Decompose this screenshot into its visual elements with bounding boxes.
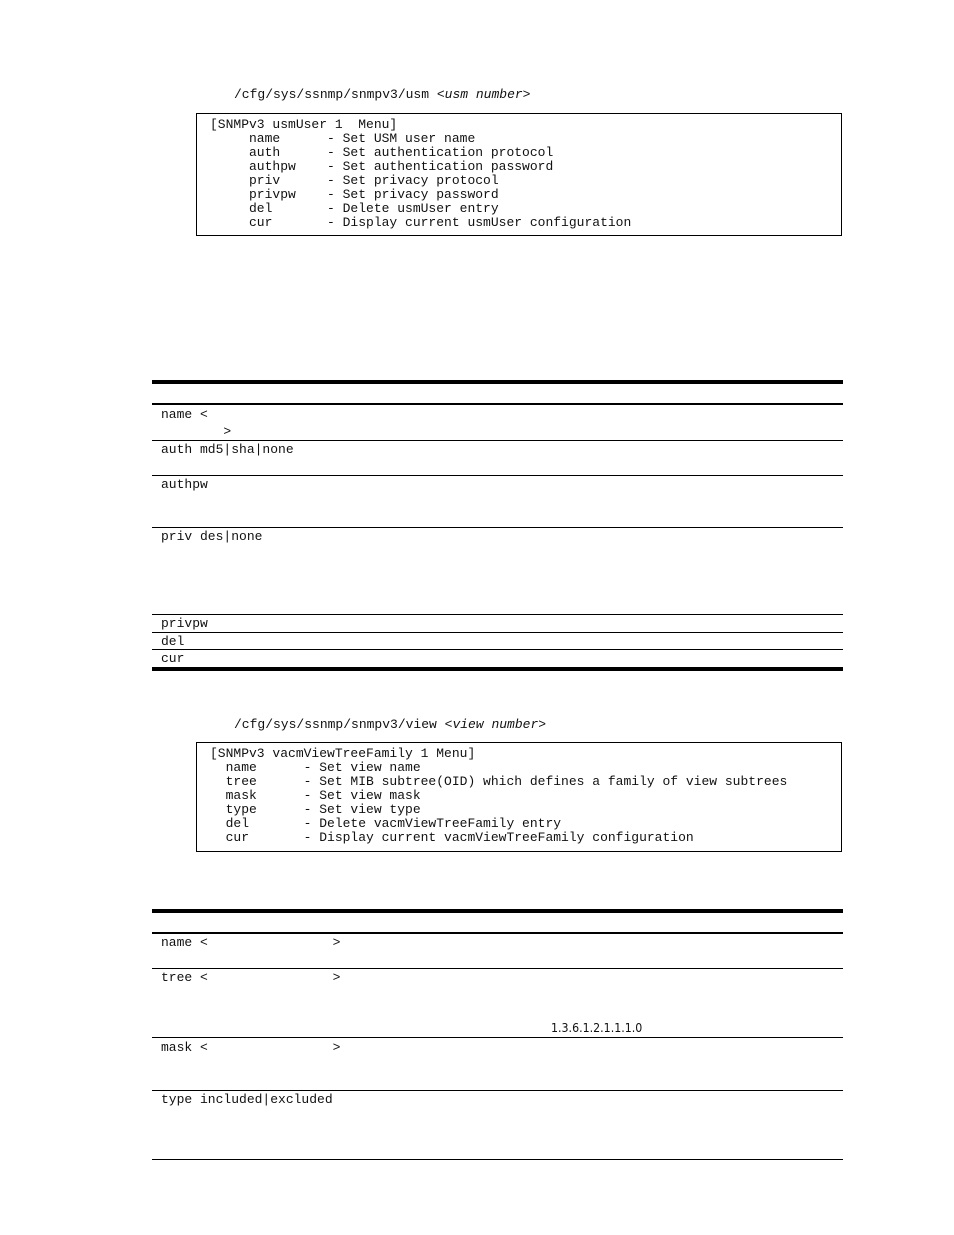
usm-table-bottom-rule [152, 667, 843, 671]
view-number-param: view number [452, 717, 539, 732]
usm-row-privpw: privpw [161, 616, 208, 631]
usm-menu-item-privpw: privpw - Set privacy password [210, 187, 499, 202]
view-menu-title: [SNMPv3 vacmViewTreeFamily 1 Menu] [210, 746, 476, 761]
usm-menu-item-authpw: authpw - Set authentication password [210, 159, 554, 174]
view-table-top-rule [152, 909, 843, 913]
view-row-tree-oid-example: 1.3.6.1.2.1.1.1.0 [551, 1021, 643, 1035]
view-row-name: name < > [161, 935, 341, 950]
view-menu-item-cur: cur - Display current vacmViewTreeFamily configuration [210, 830, 694, 845]
table-row-divider [152, 614, 843, 615]
usm-command-path: /cfg/sys/ssnmp/snmpv3/usm <usm number> [234, 87, 531, 102]
view-table-header-rule [152, 932, 843, 934]
usm-row-name: name < [161, 407, 208, 422]
usm-row-del: del [161, 634, 185, 649]
view-row-type: type included|excluded [161, 1092, 333, 1107]
usm-menu-title: [SNMPv3 usmUser 1 Menu] [210, 117, 398, 132]
table-row-divider [152, 1037, 843, 1038]
table-row-divider [152, 475, 843, 476]
usm-row-priv: priv des|none [161, 529, 263, 544]
table-row-divider [152, 440, 843, 441]
usm-row-auth: auth md5|sha|none [161, 442, 294, 457]
table-row-divider [152, 649, 843, 650]
usm-table-header-rule [152, 403, 843, 405]
view-command-path: /cfg/sys/ssnmp/snmpv3/view <view number> [234, 717, 547, 732]
table-row-divider [152, 527, 843, 528]
table-row-divider [152, 632, 843, 633]
view-menu-item-del: del - Delete vacmViewTreeFamily entry [210, 816, 562, 831]
usm-menu-item-del: del - Delete usmUser entry [210, 201, 499, 216]
view-menu-box [196, 742, 842, 852]
usm-menu-item-priv: priv - Set privacy protocol [210, 173, 499, 188]
view-row-mask: mask < > [161, 1040, 341, 1055]
usm-menu-box [196, 113, 842, 236]
view-menu-item-type: type - Set view type [210, 802, 421, 817]
usm-number-param: usm number [444, 87, 523, 102]
view-row-tree: tree < > [161, 970, 341, 985]
usm-menu-item-name: name - Set USM user name [210, 131, 476, 146]
view-menu-item-tree: tree - Set MIB subtree(OID) which defines a family of view subtrees [210, 774, 788, 789]
usm-menu-item-auth: auth - Set authentication protocol [210, 145, 554, 160]
view-menu-item-name: name - Set view name [210, 760, 421, 775]
view-menu-item-mask: mask - Set view mask [210, 788, 421, 803]
usm-row-name-cont: > [161, 424, 232, 439]
usm-row-authpw: authpw [161, 477, 208, 492]
table-row-divider [152, 968, 843, 969]
usm-row-cur: cur [161, 651, 185, 666]
view-table-bottom-rule [152, 1159, 843, 1160]
usm-table-top-rule [152, 380, 843, 384]
table-row-divider [152, 1090, 843, 1091]
usm-menu-item-cur: cur - Display current usmUser configuration [210, 215, 632, 230]
